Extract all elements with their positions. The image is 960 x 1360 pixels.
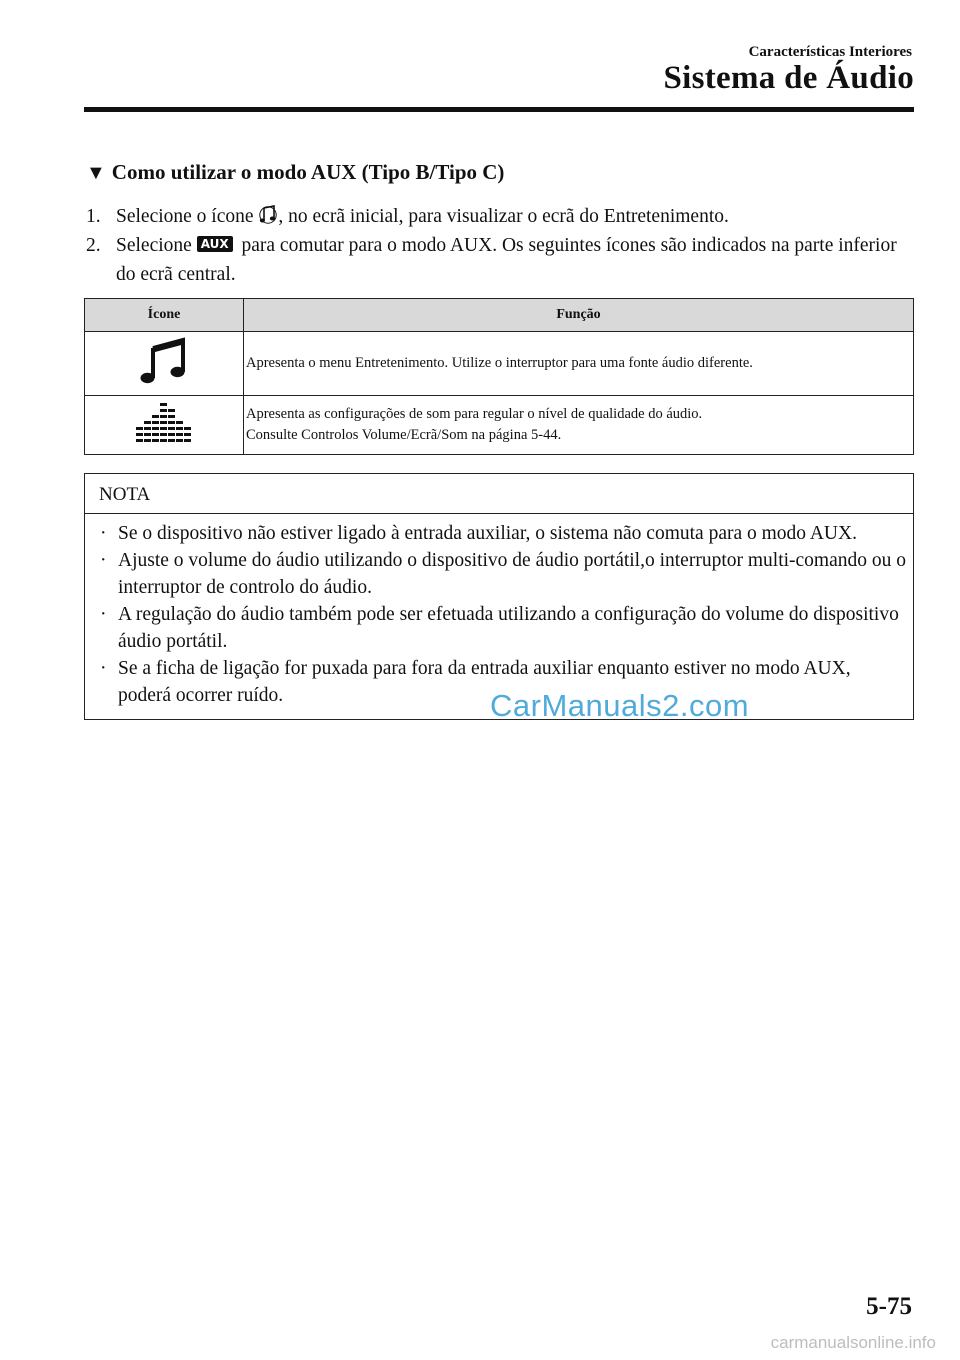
note-item	[100, 601, 907, 655]
bullet-icon: ·	[100, 523, 107, 544]
step-text-part: Selecione o ícone	[116, 206, 259, 227]
note-text: Se o dispositivo não estiver ligado à entrada auxiliar, o sistema não comuta para o modo AUX.	[118, 523, 857, 544]
footer-site-mark: carmanualsonline.info	[770, 1333, 936, 1352]
step-text	[116, 231, 906, 289]
step-number: 1.	[86, 206, 101, 227]
section-heading-text: Como utilizar o modo AUX (Tipo B/Tipo C)	[111, 160, 505, 184]
step-number: 2.	[86, 235, 101, 256]
table-row	[85, 396, 914, 455]
step-item	[86, 202, 906, 231]
icon-function-table	[84, 298, 914, 455]
function-text: Apresenta o menu Entretenimento. Utilize o interruptor para uma fonte áudio diferente.	[246, 355, 753, 371]
step-text-part: para comutar para o modo AUX. Os seguintes ícones são indicados na parte inferior do ecrã central.	[116, 235, 897, 285]
note-text: A regulação do áudio também pode ser efetuada utilizando a configuração do volume do dispositivo áudio portátil.	[118, 604, 899, 652]
triangle-marker-icon: ▼	[86, 162, 106, 184]
step-text-part: , no ecrã inicial, para visualizar o ecrã do Entretenimento.	[278, 206, 729, 227]
music-note-icon	[259, 205, 277, 225]
note-item	[100, 520, 907, 547]
note-item	[100, 547, 907, 601]
function-text: Consulte Controlos Volume/Ecrã/Som na página 5-44.	[246, 427, 562, 443]
column-header-function: Função	[244, 299, 914, 332]
function-text: Apresenta as configurações de som para regular o nível de qualidade do áudio.	[246, 406, 703, 422]
column-header-icon: Ícone	[85, 299, 244, 332]
function-cell	[244, 332, 914, 396]
aux-badge: AUX	[197, 236, 233, 252]
bullet-icon: ·	[100, 604, 107, 625]
note-text: Ajuste o volume do áudio utilizando o dispositivo de áudio portátil,o interruptor multi-comando ou o interruptor de controlo do áudio.	[118, 550, 907, 598]
equalizer-icon	[136, 401, 192, 445]
step-text-part: Selecione	[116, 235, 197, 256]
step-text	[116, 202, 906, 231]
chapter-label: Características Interiores	[748, 44, 912, 60]
bullet-icon: ·	[100, 658, 107, 679]
bullet-icon: ·	[100, 550, 107, 571]
page-title: Sistema de Áudio	[663, 60, 914, 96]
note-title: NOTA	[85, 474, 913, 514]
header-divider	[84, 107, 914, 112]
section-heading	[86, 160, 504, 185]
music-note-icon	[139, 336, 189, 386]
table-header-row	[85, 299, 914, 332]
note-box	[84, 473, 914, 720]
table-row	[85, 332, 914, 396]
function-cell	[244, 396, 914, 455]
step-item	[86, 231, 906, 289]
icon-cell	[85, 332, 244, 396]
steps-list	[86, 202, 906, 289]
page-number: 5-75	[866, 1293, 912, 1320]
icon-cell	[85, 396, 244, 455]
watermark: CarManuals2.com	[490, 688, 750, 723]
note-text: Se a ficha de ligação for puxada para fora da entrada auxiliar enquanto estiver no modo AUX, poderá ocorrer ruído.	[118, 658, 851, 706]
